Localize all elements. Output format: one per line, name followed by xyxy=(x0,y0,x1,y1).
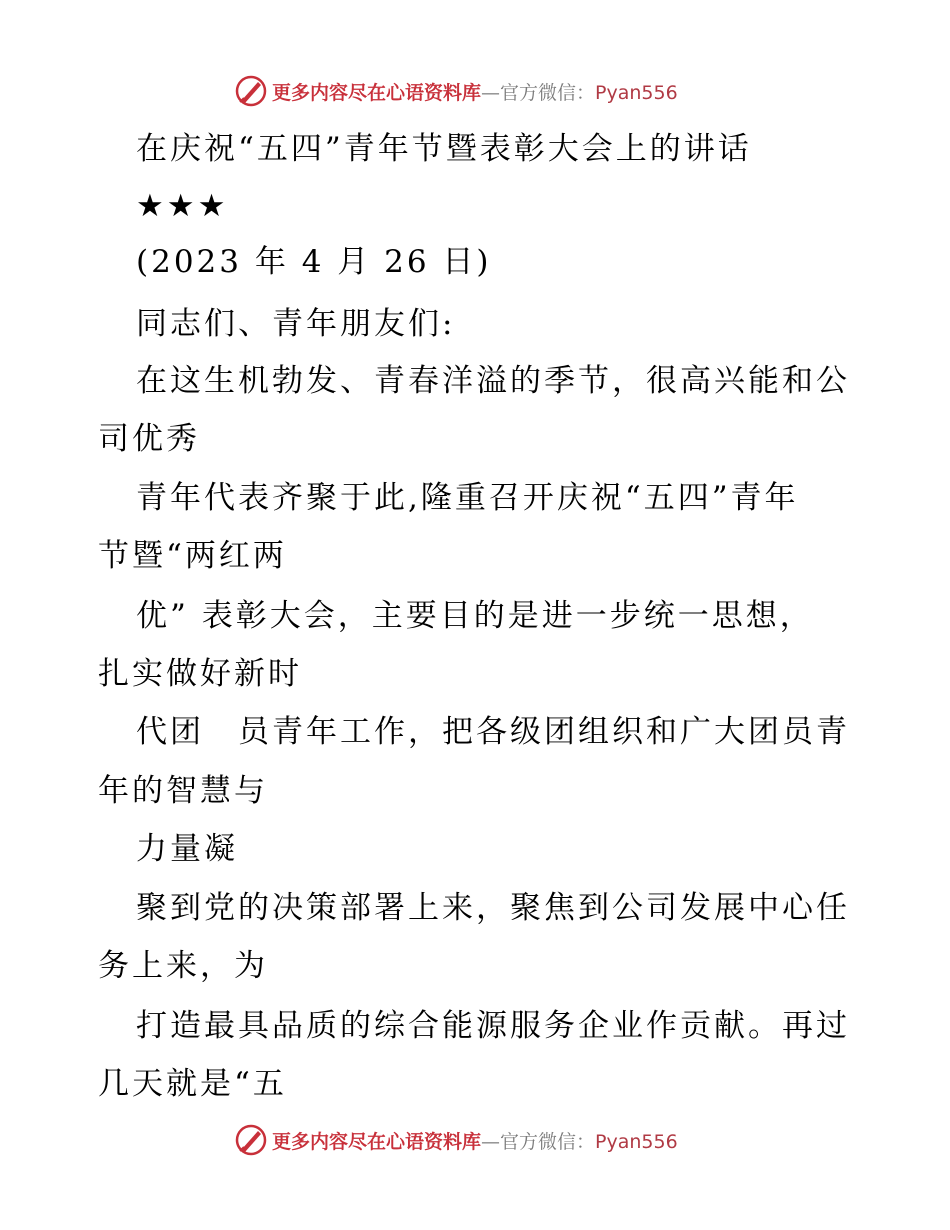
title-stars: ★★★ xyxy=(136,188,229,224)
quill-pen-logo-icon xyxy=(234,74,268,108)
watermark-text xyxy=(272,78,678,105)
salutation: 同志们、青年朋友们: xyxy=(136,306,456,342)
watermark-wechat-label: 官方微信： xyxy=(500,81,596,104)
body-line: 年的智慧与 xyxy=(98,773,268,809)
body-line: 力量凝 xyxy=(136,831,238,867)
body-line: 务上来，为 xyxy=(98,948,268,984)
body-line: 几天就是“五 xyxy=(98,1066,287,1102)
watermark-text xyxy=(272,1127,678,1154)
watermark-dash: — xyxy=(481,81,501,104)
body-line: 扎实做好新时 xyxy=(98,656,302,692)
watermark-library-name: 更多内容尽在心语资料库 xyxy=(272,1130,482,1153)
body-line: 青年代表齐聚于此,隆重召开庆祝“五四”青年 xyxy=(136,480,799,516)
document-title: 在庆祝“五四”青年节暨表彰大会上的讲话 xyxy=(136,131,752,167)
watermark-dash: — xyxy=(481,1130,501,1153)
body-line: 聚到党的决策部署上来，聚焦到公司发展中心任 xyxy=(136,890,850,926)
body-line: 节暨“两红两 xyxy=(98,538,287,574)
body-line: 司优秀 xyxy=(98,421,200,457)
watermark-wechat-id: Pyan556 xyxy=(595,1130,678,1153)
body-line: 代团 员青年工作，把各级团组织和广大团员青 xyxy=(136,714,850,750)
header-watermark xyxy=(234,71,678,111)
watermark-library-name: 更多内容尽在心语资料库 xyxy=(272,81,482,104)
body-line: 打造最具品质的综合能源服务企业作贡献。再过 xyxy=(136,1008,850,1044)
document-date: (2023 年 4 月 26 日) xyxy=(136,244,492,280)
footer-watermark xyxy=(234,1120,678,1160)
body-line: 在这生机勃发、青春洋溢的季节，很高兴能和公 xyxy=(136,363,850,399)
watermark-wechat-id: Pyan556 xyxy=(595,81,678,104)
quill-pen-logo-icon xyxy=(234,1123,268,1157)
body-line: 优” 表彰大会，主要目的是进一步统一思想， xyxy=(136,598,814,634)
watermark-wechat-label: 官方微信： xyxy=(500,1130,596,1153)
